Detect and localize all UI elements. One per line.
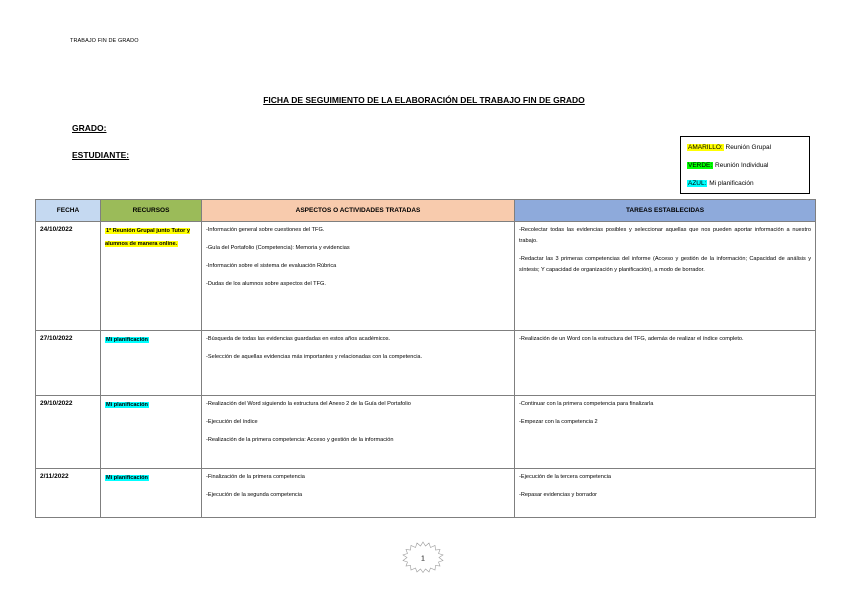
row-activities <box>202 469 515 518</box>
task-item: -Repasar evidencias y borrador <box>519 492 598 498</box>
activity-item: -Ejecución de la segunda competencia <box>206 492 303 498</box>
legend-text: Reunión Individual <box>713 162 769 169</box>
task-item: -Recolectar todas las evidencias posibles y seleccionar aquellas que nos pueden aportar información a nuestro trabajo. <box>519 227 811 244</box>
activity-item: -Ejecución del índice <box>206 419 258 425</box>
task-item: -Realización de un Word con la estructura del TFG, además de realizar el índice completo. <box>519 336 744 342</box>
page-number: 1 <box>421 555 425 563</box>
resource-highlight: Mi planificación <box>106 337 148 343</box>
row-resource <box>101 331 202 396</box>
activity-item: -Realización de la primera competencia: Acceso y gestión de la información <box>206 437 394 443</box>
row-activities <box>202 222 515 331</box>
activity-item: -Guía del Portafolio (Competencia): Memoria y evidencias <box>206 245 350 251</box>
row-activities <box>202 396 515 469</box>
row-resource <box>101 469 202 518</box>
resource-highlight: Mi planificación <box>106 402 148 408</box>
table-row <box>36 222 816 331</box>
legend-item-verde <box>687 157 803 175</box>
row-tasks <box>515 396 816 469</box>
activity-item: -Búsqueda de todas las evidencias guardadas en estos años académicos. <box>206 336 391 342</box>
row-activities <box>202 331 515 396</box>
activity-item: -Información general sobre cuestiones del TFG. <box>206 227 325 233</box>
task-item: -Empezar con la competencia 2 <box>519 419 598 425</box>
resource-highlight: Mi planificación <box>106 475 148 481</box>
legend-key: AZUL: <box>688 180 707 187</box>
table-row <box>36 331 816 396</box>
row-date: 24/10/2022 <box>36 222 101 331</box>
activity-item: -Información sobre el sistema de evaluación Rúbrica <box>206 263 337 269</box>
legend-text: Mi planificación <box>707 180 754 187</box>
activity-item: -Selección de aquellas evidencias más importantes y relacionadas con la competencia. <box>206 354 423 360</box>
activity-item: -Finalización de la primera competencia <box>206 474 305 480</box>
color-legend <box>680 136 810 194</box>
row-resource <box>101 222 202 331</box>
row-date: 2/11/2022 <box>36 469 101 518</box>
row-resource <box>101 396 202 469</box>
row-tasks <box>515 331 816 396</box>
page-number-badge <box>398 541 448 573</box>
header-fecha: FECHA <box>36 200 101 222</box>
task-item: -Continuar con la primera competencia para finalizarla <box>519 401 654 407</box>
activity-item: -Dudas de los alumnos sobre aspectos del TFG. <box>206 281 326 287</box>
row-tasks <box>515 222 816 331</box>
row-date: 27/10/2022 <box>36 331 101 396</box>
task-item: -Ejecución de la tercera competencia <box>519 474 612 480</box>
table-row <box>36 396 816 469</box>
estudiante-label: ESTUDIANTE: <box>72 150 130 160</box>
header-aspectos: ASPECTOS O ACTIVIDADES TRATADAS <box>202 200 515 222</box>
activity-item: -Realización del Word siguiendo la estructura del Anexo 2 de la Guía del Portafolio <box>206 401 411 407</box>
tracking-table <box>35 199 816 518</box>
legend-item-azul <box>687 175 803 193</box>
running-header: TRABAJO FIN DE GRADO <box>70 38 139 44</box>
resource-highlight: 1ª Reunión Grupal junto Tutor y alumnos de manera online. <box>105 228 191 247</box>
legend-item-amarillo <box>687 139 803 157</box>
page-title: FICHA DE SEGUIMIENTO DE LA ELABORACIÓN DEL TRABAJO FIN DE GRADO <box>263 95 585 105</box>
legend-key: VERDE: <box>688 162 713 169</box>
legend-key: AMARILLO: <box>688 144 723 151</box>
row-tasks <box>515 469 816 518</box>
header-tareas: TAREAS ESTABLECIDAS <box>515 200 816 222</box>
task-item: -Redactar las 3 primeras competencias del informe (Acceso y gestión de la información; Capacidad de análisis y síntesis; Y capacidad de organización y planificación), a modo de borrador. <box>519 256 811 273</box>
row-date: 29/10/2022 <box>36 396 101 469</box>
legend-text: Reunión Grupal <box>723 144 772 151</box>
header-recursos: RECURSOS <box>101 200 202 222</box>
table-row <box>36 469 816 518</box>
table-header-row <box>36 200 816 222</box>
grado-label: GRADO: <box>72 123 107 133</box>
